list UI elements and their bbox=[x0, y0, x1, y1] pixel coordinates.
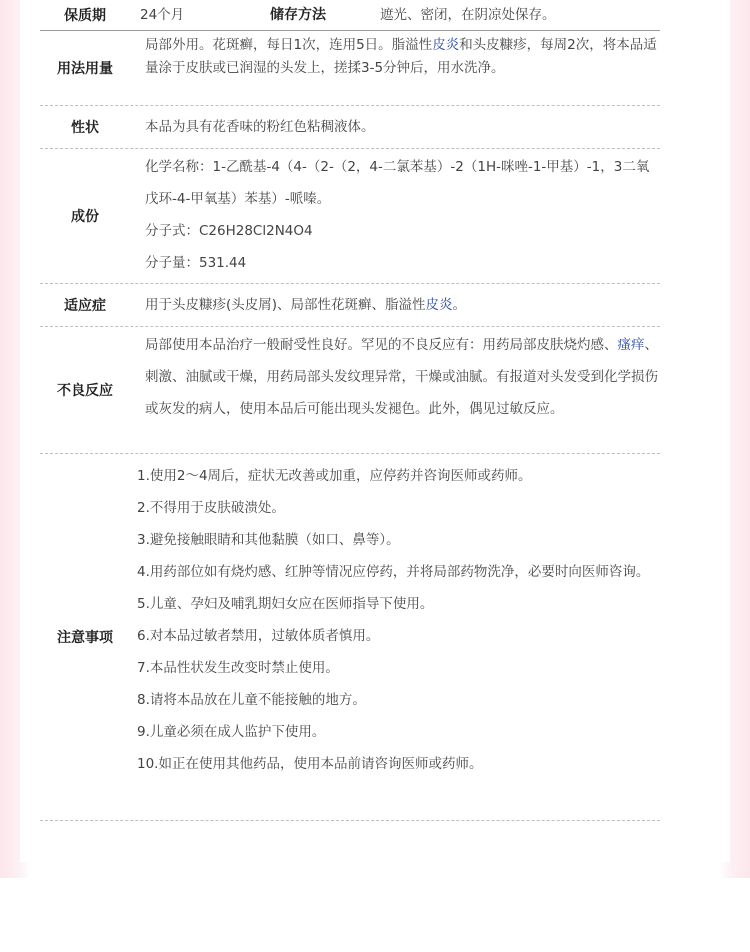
precautions-list bbox=[130, 454, 660, 820]
indications-label: 适应症 bbox=[64, 298, 106, 314]
precaution-item: 5.儿童、孕妇及哺乳期妇女应在医师指导下使用。 bbox=[137, 596, 434, 612]
indications-dermatitis-link[interactable]: 皮炎 bbox=[425, 297, 453, 313]
row-indications bbox=[40, 284, 660, 327]
storage-label: 储存方法 bbox=[270, 7, 326, 23]
precaution-item: 6.对本品过敏者禁用，过敏体质者慎用。 bbox=[137, 628, 380, 644]
properties-label: 性状 bbox=[71, 120, 99, 136]
row-adverse-reactions bbox=[40, 327, 660, 454]
usage-dermatitis-link[interactable]: 皮炎 bbox=[432, 37, 460, 53]
precaution-item: 10.如正在使用其他药品，使用本品前请咨询医师或药师。 bbox=[137, 756, 483, 772]
chemical-name: 化学名称：1-乙酰基-4（4-（2-（2，4-二氯苯基）-2（1H-咪唑-1-甲基）-1，3二氧戊环-4-甲氧基）苯基）-哌嗪。 bbox=[145, 159, 650, 207]
precautions-label: 注意事项 bbox=[57, 630, 113, 646]
precaution-item: 1.使用2～4周后，症状无改善或加重，应停药并咨询医师或药师。 bbox=[137, 468, 532, 484]
shelf-life-label: 保质期 bbox=[64, 8, 106, 24]
precaution-item: 4.用药部位如有烧灼感、红肿等情况应停药，并将局部药物洗净，必要时向医师咨询。 bbox=[137, 564, 650, 580]
row-shelf-life-storage bbox=[40, 0, 660, 31]
usage-label: 用法用量 bbox=[57, 61, 113, 77]
drug-info-table bbox=[40, 0, 660, 821]
row-ingredients bbox=[40, 149, 660, 284]
usage-text-a: 局部外用。花斑癣，每日1次，连用5日。脂溢性 bbox=[145, 37, 433, 53]
precaution-item: 7.本品性状发生改变时禁止使用。 bbox=[137, 660, 339, 676]
row-properties bbox=[40, 106, 660, 149]
shelf-life-value: 24个月 bbox=[140, 7, 185, 23]
precaution-item: 3.避免接触眼睛和其他黏膜（如口、鼻等）。 bbox=[137, 532, 400, 548]
adverse-itching-link[interactable]: 瘙痒 bbox=[617, 337, 645, 353]
indications-text-b: 。 bbox=[452, 297, 467, 313]
row-usage bbox=[40, 31, 660, 106]
precaution-item: 8.请将本品放在儿童不能接触的地方。 bbox=[137, 692, 366, 708]
adverse-text-b: 、刺激、油腻或干燥，用药局部头发纹理异常，干燥或油腻。有报道对头发受到化学损伤或灰发的病人，使用本品后可能出现头发褪色。此外，偶见过敏反应。 bbox=[145, 337, 658, 417]
adverse-text-a: 局部使用本品治疗一般耐受性良好。罕见的不良反应有：用药局部皮肤烧灼感、 bbox=[145, 337, 618, 353]
precaution-item: 9.儿童必须在成人监护下使用。 bbox=[137, 724, 326, 740]
properties-text: 本品为具有花香味的粉红色粘稠液体。 bbox=[145, 119, 375, 135]
usage-text-b: 和头皮糠疹，每周2次，将本品适量涂于皮肤或已润湿的头发上，搓揉3-5分钟后，用水洗净。 bbox=[145, 37, 657, 76]
adverse-label: 不良反应 bbox=[57, 383, 113, 399]
indications-text-a: 用于头皮糠疹(头皮屑)、局部性花斑癣、脂溢性 bbox=[145, 297, 426, 313]
ingredients-label: 成份 bbox=[71, 209, 99, 225]
molecular-formula: 分子式：C26H28Cl2N4O4 bbox=[145, 223, 313, 239]
precaution-item: 2.不得用于皮肤破溃处。 bbox=[137, 500, 285, 516]
molecular-weight: 分子量：531.44 bbox=[145, 255, 247, 271]
storage-value: 遮光、密闭，在阴凉处保存。 bbox=[380, 7, 556, 23]
row-precautions bbox=[40, 454, 660, 821]
